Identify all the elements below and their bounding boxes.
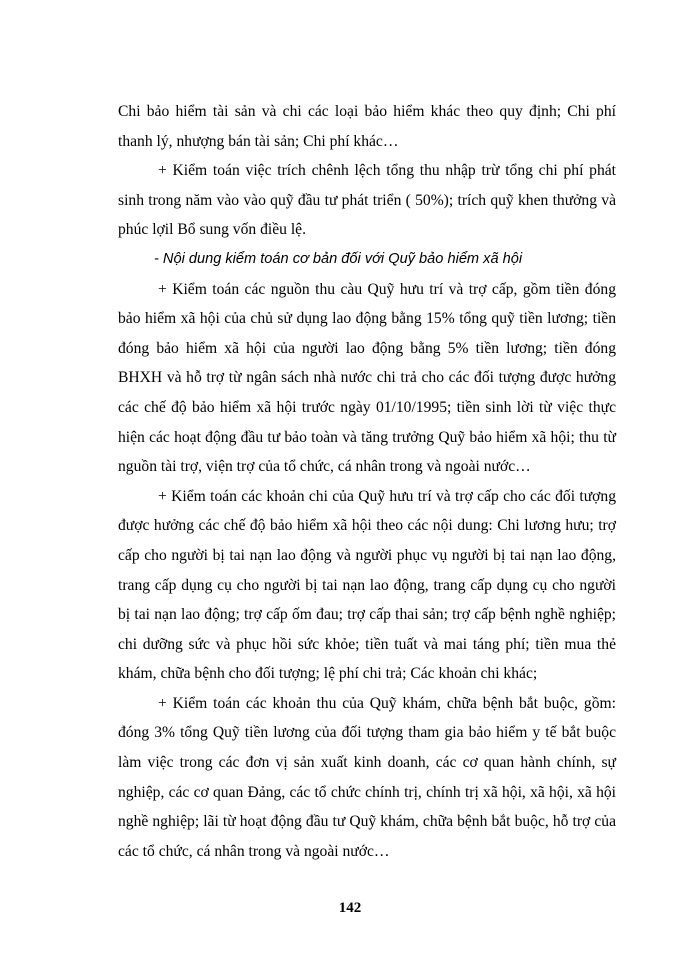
page-content bbox=[118, 97, 616, 866]
paragraph-insurance-costs: Chi bảo hiểm tài sản và chi các loại bảo hiểm khác theo quy định; Chi phí thanh lý, nhượng bán tài sản; Chi phí khác… bbox=[118, 103, 616, 150]
paragraph-health-fund-revenue: + Kiểm toán các khoản thu của Quỹ khám, chữa bệnh bắt buộc, gồm: đóng 3% tổng Quỹ tiền lương của đối tượng tham gia bảo hiểm y tế bắt buộc làm việc trong các đơn vị sản xuất kinh doanh, các cơ quan hành chính, sự nghiệp, các cơ quan Đảng, các tổ chức chính trị, chính trị xã hội, xã hội, xã hội nghề nghiệp; lãi từ hoạt động đầu tư Quỹ khám, chữa bệnh bắt buộc, hỗ trợ của các tổ chức, cá nhân trong và ngoài nước… bbox=[118, 694, 616, 860]
paragraph-pension-revenue: + Kiểm toán các nguồn thu càu Quỹ hưu trí và trợ cấp, gồm tiền đóng bảo hiểm xã hội của chủ sử dụng lao động bằng 15% tổng quỹ tiền lương; tiền đóng bảo hiểm xã hội của người lao động bằng 5% tiền lương; tiền đóng BHXH và hỗ trợ từ ngân sách nhà nước chi trả cho các đối tượng được hưởng các chế độ bảo hiểm xã hội trước ngày 01/10/1995; tiền sinh lời từ việc thực hiện các hoạt động đầu tư bảo toàn và tăng trưởng Quỹ bảo hiểm xã hội; thu từ nguồn tài trợ, viện trợ của tổ chức, cá nhân trong và ngoài nước… bbox=[118, 280, 616, 476]
page-number: 142 bbox=[338, 900, 362, 916]
section-heading: - Nội dung kiểm toán cơ bản đối với Quỹ bảo hiểm xã hội bbox=[154, 250, 523, 267]
paragraph-profit-allocation: + Kiểm toán việc trích chênh lệch tổng thu nhập trừ tổng chi phí phát sinh trong năm vào vào quỹ đầu tư phát triển ( 50%); trích quỹ khen thưởng và phúc lợil Bổ sung vốn điều lệ. bbox=[118, 162, 616, 239]
paragraph-pension-expenses: + Kiểm toán các khoản chi của Quỹ hưu trí và trợ cấp cho các đối tượng được hưởng các chế độ bảo hiểm xã hội theo các nội dung: Chi lương hưu; trợ cấp cho người bị tai nạn lao động và người phục vụ người bị tai nạn lao động, trang cấp dụng cụ cho người bị tai nạn lao động, trang cấp dụng cụ cho người bị tai nạn lao động; trợ cấp ốm đau; trợ cấp thai sản; trợ cấp bệnh nghề nghiệp; chi dưỡng sức và phục hồi sức khỏe; tiền tuất và mai táng phí; tiền mua thẻ khám, chữa bệnh cho đối tượng; lệ phí chi trả; Các khoản chi khác; bbox=[118, 487, 616, 683]
